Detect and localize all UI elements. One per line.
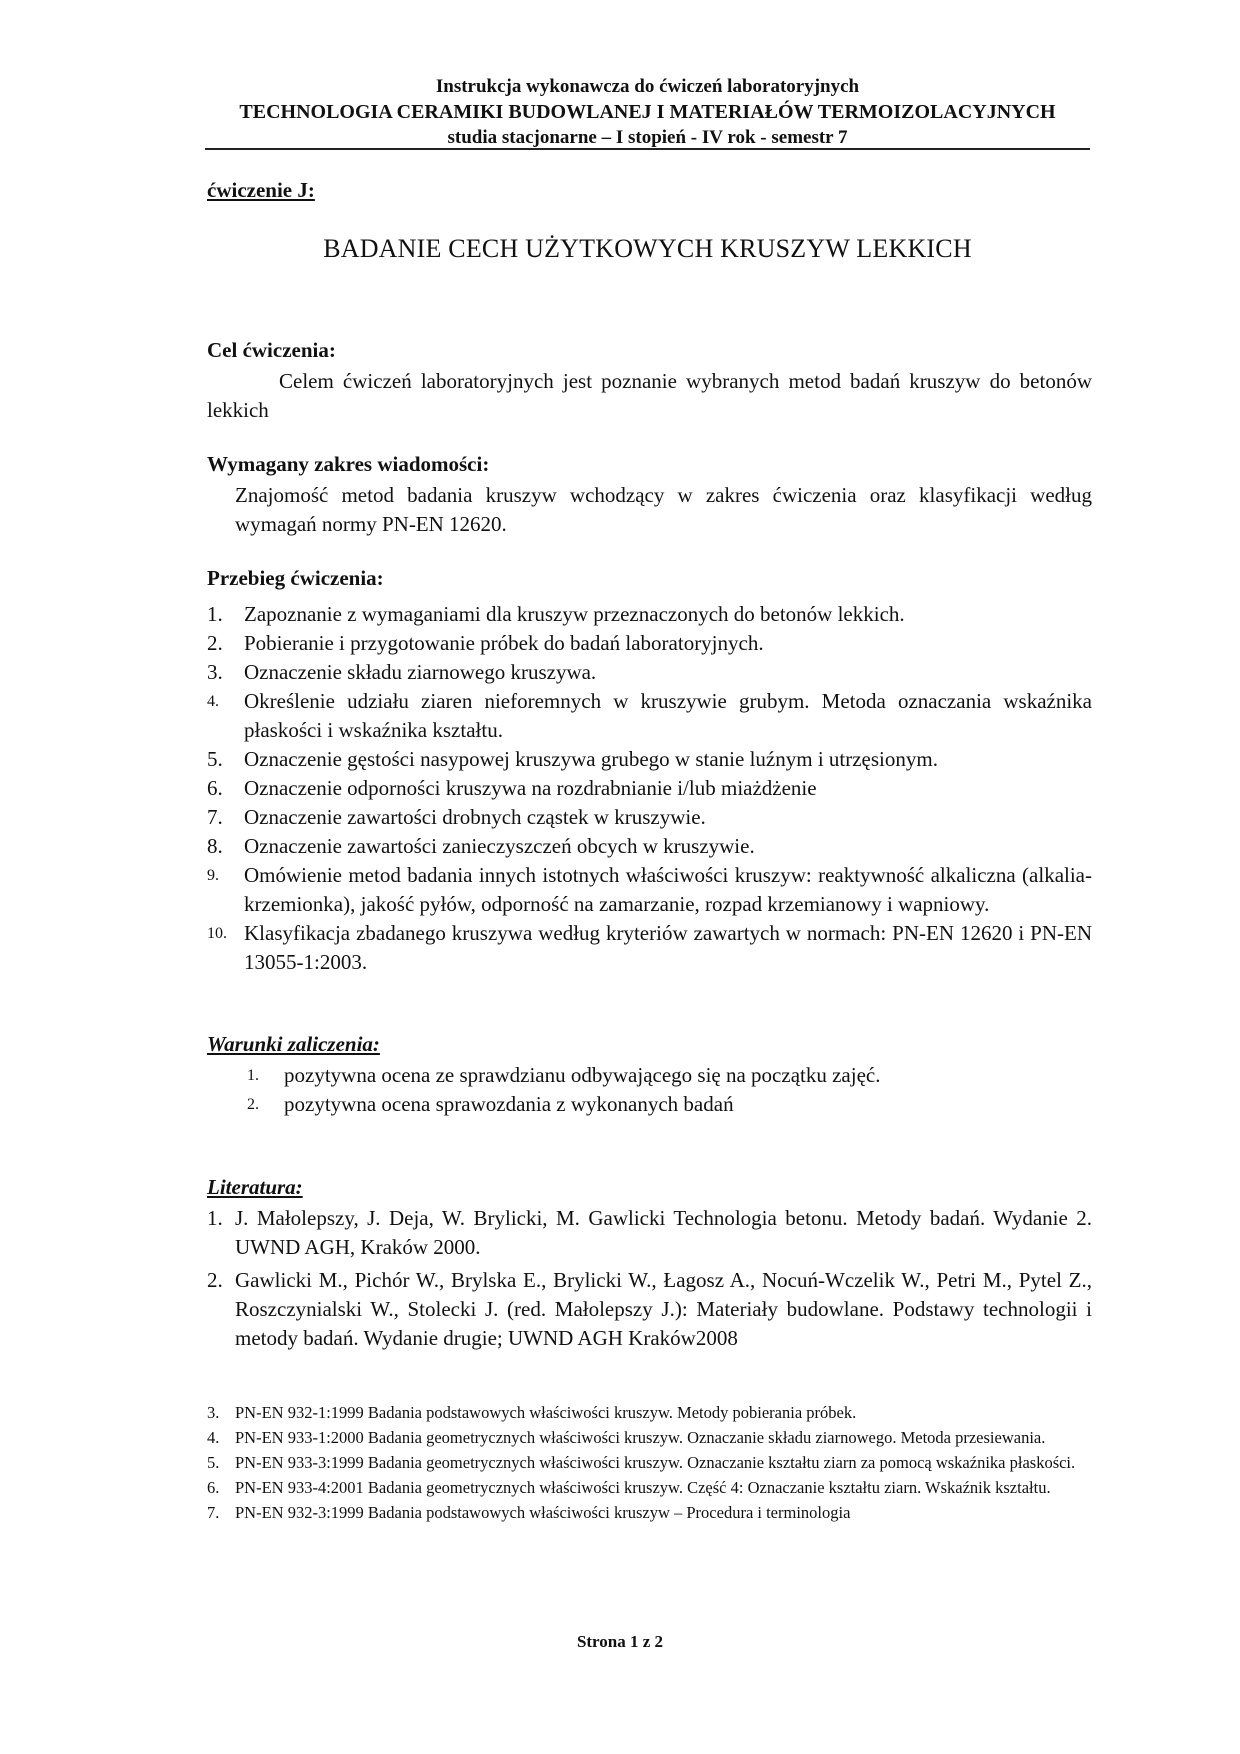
document-header (205, 74, 1090, 151)
cel-paragraph (207, 367, 1092, 425)
section-heading-cel: Cel ćwiczenia: (207, 338, 336, 362)
section-heading-zakres: Wymagany zakres wiadomości: (207, 452, 490, 476)
cel-text: Celem ćwiczeń laboratoryjnych jest poznanie wybranych metod badań kruszyw do betonów lekkich (207, 369, 1092, 422)
list-item: 7. PN-EN 932-3:1999 Badania podstawowych właściwości kruszyw – Procedura i terminologia (207, 1503, 851, 1522)
section-heading-warunki: Warunki zaliczenia: (207, 1032, 380, 1056)
section-heading-przebieg: Przebieg ćwiczenia: (207, 566, 384, 590)
header-line-3: studia stacjonarne – I stopień - IV rok - semestr 7 (447, 127, 848, 149)
literatura-list (207, 1204, 1092, 1353)
section-heading-literatura: Literatura: (207, 1175, 303, 1199)
list-item: 5. Oznaczenie gęstości nasypowej kruszywa grubego w stanie luźnym i utrzęsionym. (207, 747, 938, 771)
page-title: BADANIE CECH UŻYTKOWYCH KRUSZYW LEKKICH (323, 234, 972, 263)
norms-list (207, 1401, 1092, 1526)
warunki-list (247, 1061, 1092, 1119)
list-item: 8. Oznaczenie zawartości zanieczyszczeń obcych w kruszywie. (207, 834, 755, 858)
list-item: 2. Gawlicki M., Pichór W., Brylska E., Brylicki W., Łagosz A., Nocuń-Wczelik W., Petri M., Pytel Z., Roszczynialski W., Stolecki J. (red. Małolepszy J.): Materiały budowlane. Podstawy technologii i metody badań. Wydanie drugie; UWND AGH Kraków2008 (207, 1268, 1092, 1350)
list-item: 5. PN-EN 933-3:1999 Badania geometrycznych właściwości kruszyw. Oznaczanie kształtu ziarn za pomocą wskaźnika płaskości. (207, 1453, 1076, 1472)
list-item: 6. PN-EN 933-4:2001 Badania geometrycznych właściwości kruszyw. Część 4: Oznaczanie kształtu ziarn. Wskaźnik kształtu. (207, 1478, 1051, 1497)
list-item: 10. Klasyfikacja zbadanego kruszywa według kryteriów zawartych w normach: PN-EN 12620 i PN-EN 13055-1:2003. (207, 921, 1092, 974)
list-item: 2. pozytywna ocena sprawozdania z wykonanych badań (247, 1092, 734, 1116)
list-item: 2. Pobieranie i przygotowanie próbek do badań laboratoryjnych. (207, 631, 764, 655)
list-item: 4. PN-EN 933-1:2000 Badania geometrycznych właściwości kruszyw. Oznaczanie składu ziarnowego. Metoda przesiewania. (207, 1428, 1046, 1447)
list-item: 1. pozytywna ocena ze sprawdzianu odbywającego się na początku zajęć. (247, 1063, 881, 1087)
list-item: 7. Oznaczenie zawartości drobnych cząstek w kruszywie. (207, 805, 706, 829)
header-divider (205, 148, 1090, 150)
list-item: 6. Oznaczenie odporności kruszywa na rozdrabnianie i/lub miażdżenie (207, 776, 817, 800)
list-item: 4. Określenie udziału ziaren nieforemnych w kruszywie grubym. Metoda oznaczania wskaźnika płaskości i wskaźnika kształtu. (207, 689, 1092, 742)
list-item: 1. J. Małolepszy, J. Deja, W. Brylicki, M. Gawlicki Technologia betonu. Metody badań. Wydanie 2. UWND AGH, Kraków 2000. (207, 1206, 1092, 1259)
list-item: 3. PN-EN 932-1:1999 Badania podstawowych właściwości kruszyw. Metody pobierania próbek. (207, 1403, 857, 1422)
list-item: 1. Zapoznanie z wymaganiami dla kruszyw przeznaczonych do betonów lekkich. (207, 602, 905, 626)
header-line-1: Instrukcja wykonawcza do ćwiczeń laboratoryjnych (435, 76, 860, 97)
header-line-2: TECHNOLOGIA CERAMIKI BUDOWLANEJ I MATERIAŁÓW TERMOIZOLACYJNYCH (239, 101, 1056, 124)
zakres-paragraph: Znajomość metod badania kruszyw wchodzący w zakres ćwiczenia oraz klasyfikacji według wymagań normy PN-EN 12620. (235, 483, 1092, 536)
list-item: 9. Omówienie metod badania innych istotnych właściwości kruszyw: reaktywność alkaliczna (alkalia-krzemionka), jakość pyłów, odporność na zamarzanie, rozpad krzemianowy i wapniowy. (207, 863, 1092, 916)
page-number-footer: Strona 1 z 2 (576, 1632, 664, 1651)
exercise-label: ćwiczenie J: (207, 178, 315, 202)
przebieg-list (207, 600, 1092, 977)
list-item: 3. Oznaczenie składu ziarnowego kruszywa. (207, 660, 597, 684)
